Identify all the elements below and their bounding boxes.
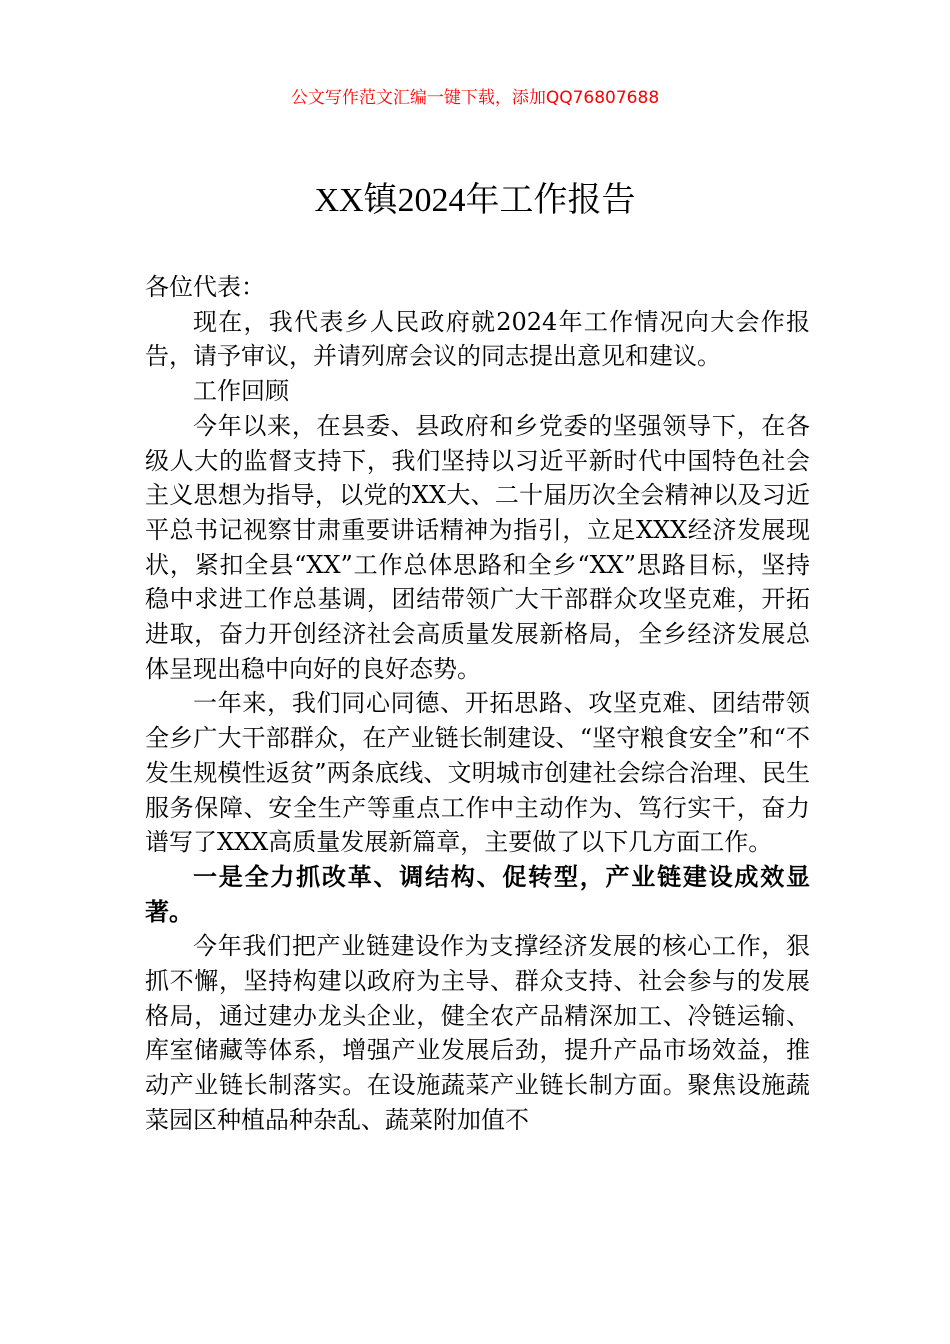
section-heading-work-review: 工作回顾 — [193, 377, 289, 406]
salutation: 各位代表： — [145, 273, 265, 301]
document-body — [145, 270, 810, 1138]
body-paragraph: 今年我们把产业链建设作为支撑经济发展的核心工作，狠抓不懈，坚持构建以政府为主导、群众支持、社会参与的发展格局，通过建办龙头企业，健全农产品精深加工、冷链运输、库室储藏等体系，增强产业发展后劲，提升产品市场效益，推动产业链长制落实。在设施蔬菜产业链长制方面。聚焦设施蔬菜园区种植品种杂乱、蔬菜附加值不 — [145, 932, 810, 1134]
body-paragraph: 今年以来，在县委、县政府和乡党委的坚强领导下，在各级人大的监督支持下，我们坚持以习近平新时代中国特色社会主义思想为指导，以党的XX大、二十届历次全会精神以及习近平总书记视察甘肃重要讲话精神为指引，立足XXX经济发展现状，紧扣全县“XX”工作总体思路和全乡“XX”思路目标，坚持稳中求进工作总基调，团结带领广大干部群众攻坚克难，开拓进取，奋力开创经济社会高质量发展新格局，全乡经济发展总体呈现出稳中向好的良好态势。 — [145, 411, 810, 683]
opening-paragraph: 现在，我代表乡人民政府就2024年工作情况向大会作报告，请予审议，并请列席会议的同志提出意见和建议。 — [145, 307, 810, 371]
body-paragraph: 一年来，我们同心同德、开拓思路、攻坚克难、团结带领全乡广大干部群众，在产业链长制建设、“坚守粮食安全”和“不发生规模性返贫”两条底线、文明城市创建社会综合治理、民生服务保障、安全生产等重点工作中主动作为、笃行实干，奋力谱写了XXX高质量发展新篇章，主要做了以下几方面工作。 — [145, 689, 810, 857]
document-title: XX镇2024年工作报告 — [314, 182, 636, 219]
subsection-heading-1: 一是全力抓改革、调结构、促转型，产业链建设成效显著。 — [145, 862, 810, 926]
download-ad-banner: 公文写作范文汇编一键下载，添加QQ76807688 — [290, 88, 660, 108]
